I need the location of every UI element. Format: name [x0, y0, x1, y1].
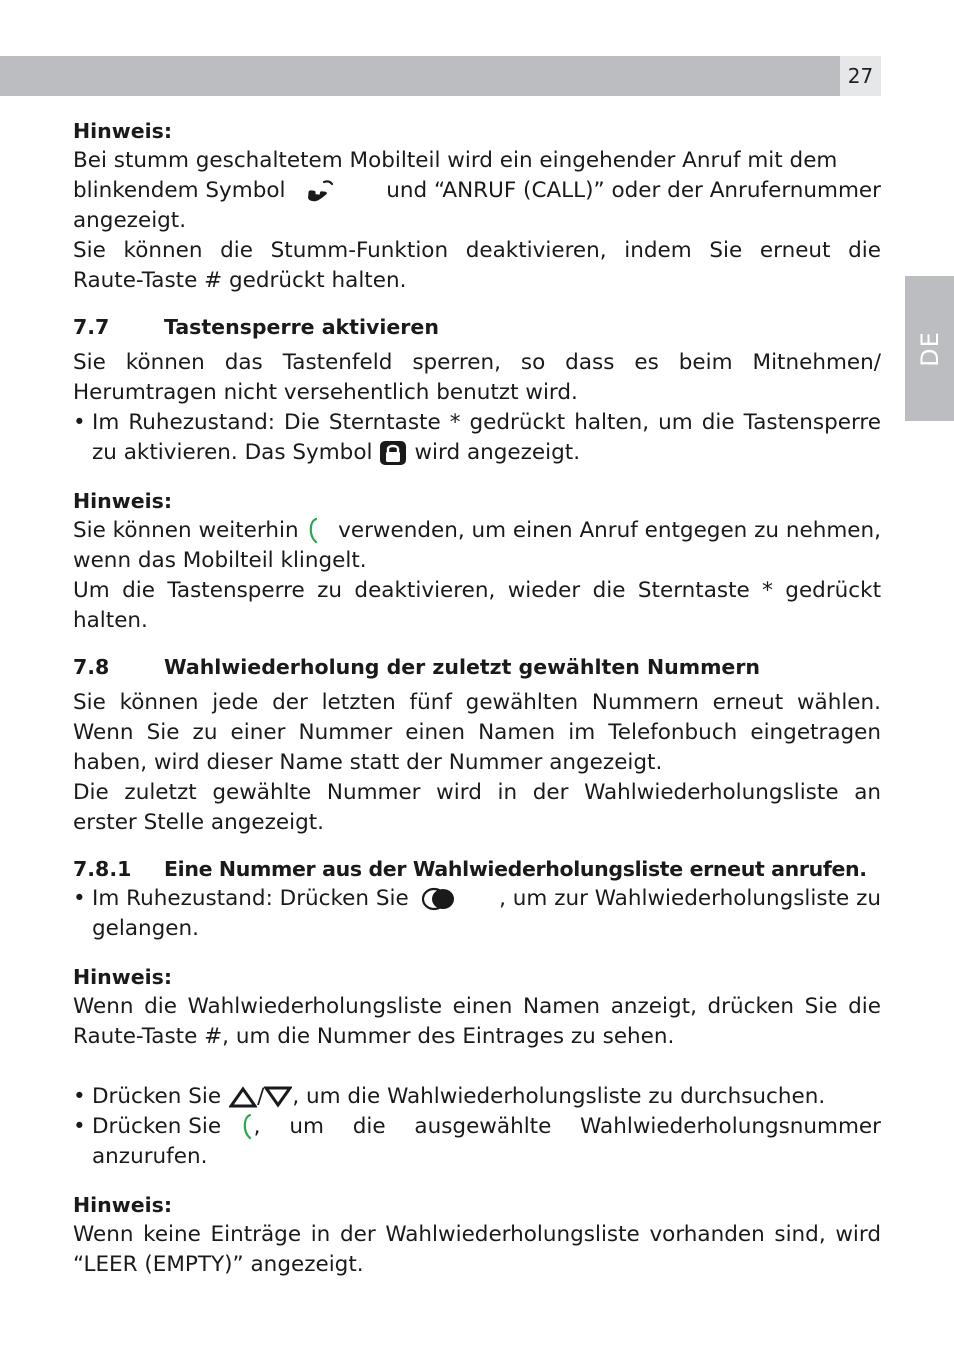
call-key-icon [239, 1112, 253, 1142]
bullet-text: anzurufen. [92, 1144, 208, 1169]
note-text: “LEER (EMPTY)” angezeigt. [73, 1252, 364, 1277]
note-title: Hinweis: [73, 1193, 173, 1217]
phone-ring-icon [304, 177, 334, 205]
section-title: Tastensperre aktivieren [164, 315, 439, 339]
section-number: 7.8.1 [73, 857, 132, 881]
language-tab [905, 276, 954, 421]
bullet-item: • Drücken Sie , um die ausgewählte Wahlwiederholungsnummer anzurufen. [73, 1112, 881, 1172]
note-text-segment: blinkendem Symbol [73, 178, 286, 203]
call-key-icon [305, 516, 319, 546]
section-title: Eine Nummer aus der Wahlwiederholungsliste erneut anrufen. [164, 857, 867, 881]
bullet-text: , um zur Wahlwiederholungsliste zu [499, 886, 881, 911]
language-tab-label: DE [915, 330, 944, 367]
body-text: Sie können jede der letzten fünf gewählten Nummern erneut wählen. [73, 690, 881, 715]
note-text: Raute-Taste #, um die Nummer des Eintrages zu sehen. [73, 1024, 675, 1049]
note-text: Um die Tastensperre zu deaktivieren, wieder die Sterntaste * gedrückt [73, 578, 881, 603]
note-text: Wenn die Wahlwiederholungsliste einen Namen anzeigt, drücken Sie die [73, 994, 881, 1019]
note-text-segment: und “ANRUF (CALL)” oder der Anrufernummer [386, 178, 881, 203]
note-text [73, 516, 881, 546]
note-text-segment: verwenden, um einen Anruf entgegen zu nehmen, [338, 518, 881, 543]
body-text: Die zuletzt gewählte Nummer wird in der Wahlwiederholungsliste an [73, 780, 881, 805]
section-title: Wahlwiederholung der zuletzt gewählten Nummern [164, 655, 761, 679]
note-title: Hinweis: [73, 119, 173, 143]
section-heading [73, 854, 881, 884]
bullet-text: Drücken Sie [92, 1114, 222, 1139]
bullet-text: Drücken Sie [92, 1084, 222, 1109]
bullet-text: wird angezeigt. [414, 440, 581, 465]
body-text: Wenn Sie zu einer Nummer einen Namen im Telefonbuch eingetragen [73, 720, 881, 745]
bullet-text: , um die Wahlwiederholungsliste zu durchsuchen. [292, 1084, 826, 1109]
note-text: Raute-Taste # gedrückt halten. [73, 268, 407, 293]
body-text: Sie können das Tastenfeld sperren, so dass es beim Mitnehmen/ [73, 350, 881, 375]
section-heading [73, 312, 881, 342]
body-text: erster Stelle angezeigt. [73, 810, 324, 835]
note-title: Hinweis: [73, 489, 173, 513]
note-text: halten. [73, 608, 148, 633]
note-text-segment: Sie können weiterhin [73, 518, 299, 543]
redial-key-icon [421, 887, 457, 911]
page-number: 27 [840, 56, 881, 96]
note-text: Wenn keine Einträge in der Wahlwiederholungsliste vorhanden sind, wird [73, 1222, 881, 1247]
note-text: angezeigt. [73, 208, 187, 233]
section-number: 7.8 [73, 655, 110, 679]
down-arrow-icon [264, 1086, 292, 1108]
body-text: Herumtragen nicht versehentlich benutzt wird. [73, 380, 578, 405]
arrow-separator: / [257, 1084, 265, 1109]
section-heading [73, 652, 881, 682]
header-bar [0, 56, 840, 96]
bullet-item: • Im Ruhezustand: Die Sterntaste * gedrückt halten, um die Tastensperre zu aktivieren. Das Symbol wird angezeigt. [73, 408, 881, 468]
bullet-item: • Im Ruhezustand: Drücken Sie , um zur Wahlwiederholungsliste zu gelangen. [73, 884, 881, 944]
section-number: 7.7 [73, 315, 110, 339]
note-text: wenn das Mobilteil klingelt. [73, 548, 367, 573]
up-arrow-icon [229, 1086, 257, 1108]
bullet-text: zu aktivieren. Das Symbol [92, 440, 373, 465]
body-text: haben, wird dieser Name statt der Nummer angezeigt. [73, 750, 663, 775]
note-text: Bei stumm geschaltetem Mobilteil wird ein eingehender Anruf mit dem [73, 148, 838, 173]
note-text: Sie können die Stumm-Funktion deaktivieren, indem Sie erneut die [73, 238, 881, 263]
bullet-text: , um die ausgewählte Wahlwiederholungsnummer [253, 1114, 881, 1139]
note-text [73, 176, 881, 206]
bullet-text: Im Ruhezustand: Die Sterntaste * gedrückt halten, um die Tastensperre [92, 410, 881, 435]
page-content [73, 116, 881, 1280]
bullet-item: • Drücken Sie / , um die Wahlwiederholungsliste zu durchsuchen. [73, 1082, 881, 1112]
note-title: Hinweis: [73, 965, 173, 989]
lock-icon [379, 440, 407, 466]
bullet-text: gelangen. [92, 916, 199, 941]
bullet-text: Im Ruhezustand: Drücken Sie [92, 886, 409, 911]
